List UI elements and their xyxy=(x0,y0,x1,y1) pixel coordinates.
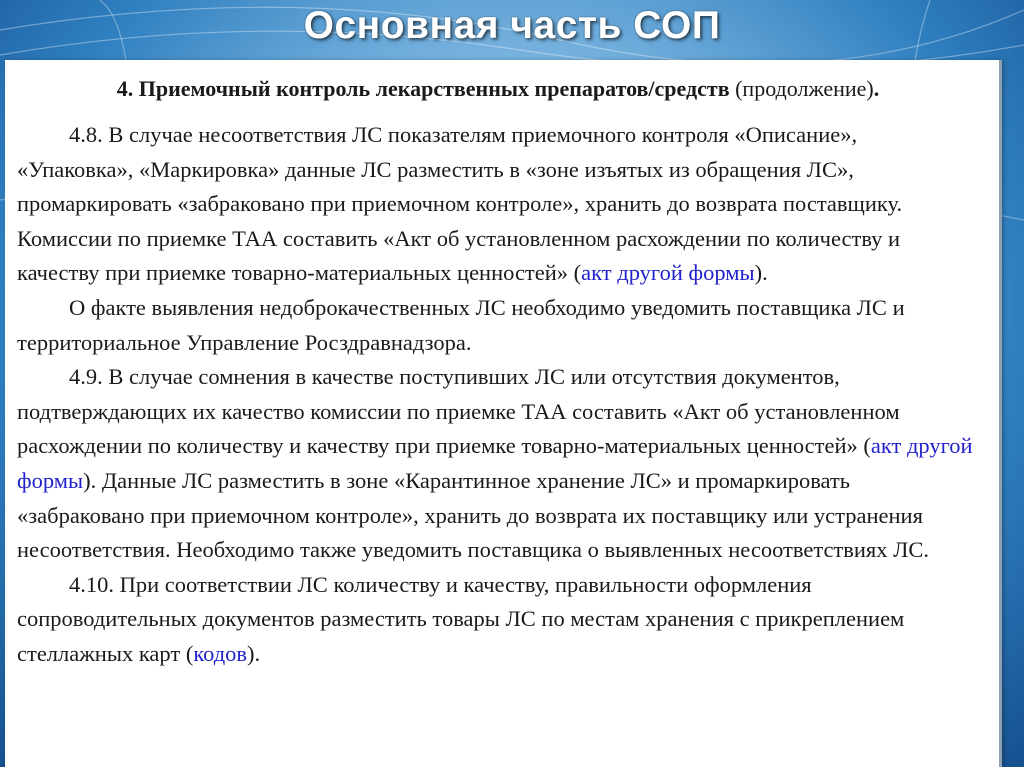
act-link[interactable]: акт другой формы xyxy=(17,433,973,493)
paragraph-notify xyxy=(17,291,979,360)
heading-note: (продолжение) xyxy=(729,76,874,101)
heading-bold: 4. Приемочный контроль лекарственных препаратов/средств xyxy=(116,76,730,101)
paragraph-text: ). Данные ЛС разместить в зоне «Карантинное хранение ЛС» и промаркировать «забраковано при приемочном контроле», хранить до возврата их поставщику или устранения несоответствия. Необходимо также уведомить поставщика о выявленных несоответствиях ЛС. xyxy=(17,467,930,563)
paragraph-text: ). xyxy=(247,640,261,666)
paragraph-text: ). xyxy=(754,260,768,286)
paragraph-4-10 xyxy=(17,568,979,672)
paragraph-text: 4.9. В случае сомнения в качестве поступивших ЛС или отсутствия документов, подтверждающих их качество комиссии по приемке ТАА составить «Акт об установленном расхождении по количеству и качеству при приемке товарно-материальных ценностей» ( xyxy=(17,364,900,459)
slide-title: Основная часть СОП xyxy=(303,4,721,47)
paragraph-text: 4.10. При соответствии ЛС количеству и качеству, правильности оформления сопроводительных документов разместить товары ЛС по местам хранения с прикреплением стеллажных карт ( xyxy=(17,571,905,666)
paragraph-text: О факте выявления недоброкачественных ЛС необходимо уведомить поставщика ЛС и территориальное Управление Росздравнадзора. xyxy=(17,294,905,355)
act-link[interactable]: акт другой формы xyxy=(581,260,755,286)
paragraph-4-9 xyxy=(17,360,979,568)
section-heading xyxy=(17,74,979,104)
codes-link[interactable]: кодов xyxy=(193,640,248,666)
content-panel xyxy=(5,60,1002,767)
heading-end: . xyxy=(873,76,880,101)
paragraph-4-8 xyxy=(17,118,979,291)
paragraph-text: 4.8. В случае несоответствия ЛС показателям приемочного контроля «Описание», «Упаковка», «Маркировка» данные ЛС разместить в «зоне изъятых из обращения ЛС», промаркировать «забраковано при приемочном контроле», хранить до возврата поставщику. Комиссии по приемке ТАА составить «Акт об установленном расхождении по количеству и качеству при приемке товарно-материальных ценностей» ( xyxy=(17,122,903,286)
